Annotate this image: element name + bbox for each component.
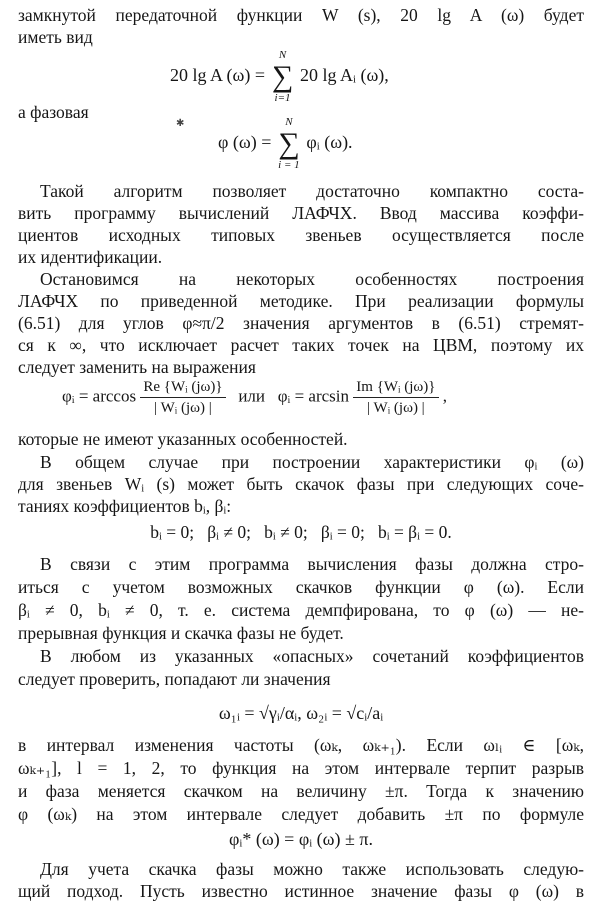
print-mark: ✱ [176,118,185,129]
text-line: ωₖ₊₁], l = 1, 2, то функция на этом интервале терпит разрыв [18,758,584,778]
equation-correction: φᵢ* (ω) = φᵢ (ω) ± π. [229,829,373,849]
text-line: В любом из указанных «опасных» сочетаний коэффициентов [40,646,584,666]
text-line: иться с учетом возможных скачков функции φ (ω). Если [18,577,584,597]
equation-phase [218,116,353,171]
conditions-line: bᵢ = 0; βᵢ ≠ 0; bᵢ ≠ 0; βᵢ = 0; bᵢ = βᵢ = 0. [150,522,452,542]
sum-symbol: N ∑ i = 1 [278,116,300,171]
text-line: и фаза меняется скачком на величину ±π. Тогда к значению [18,781,584,801]
equation-lhs: 20 lg A (ω) = [170,65,266,86]
text-line: φ (ωₖ) на этом интервале следует добавить ±π по формуле [18,804,584,824]
text-line: вить программу вычислений ЛАФЧХ. Ввод массива коэффи- [18,203,584,223]
text-line: Остановимся на некоторых особенностях построения [40,269,584,289]
text-line: следует заменить на выражения [18,357,256,377]
equation-lhs: φᵢ = arccos [62,386,137,406]
text-line: замкнутой передаточной функции W (s), 20 lg A (ω) будет [18,5,584,25]
text-line: Такой алгоритм позволяет достаточно компактно соста- [40,181,584,201]
text-line: (6.51) для углов φ≈π/2 значения аргументов в (6.51) стремят- [18,313,584,333]
fraction: $\frac{\text{Im \{Wᵢ (jω)\}}}{\text{| Wᵢ (jω) |}}$ [353,378,438,417]
text-line: В общем случае при построении характеристики φᵢ (ω) [40,452,584,472]
sum-symbol: N ∑ i=1 [271,49,294,104]
text-line: в интервал изменения частоты (ωₖ, ωₖ₊₁). Если ωₗᵢ ∈ [ωₖ, [18,735,584,755]
text-line: Для учета скачка фазы можно также использовать следую- [40,859,584,879]
equation-arccos [62,378,447,417]
equation-rhs: 20 lg Aᵢ (ω), [300,65,389,86]
text-line: таниях коэффициентов bᵢ, βᵢ: [18,496,232,516]
text-line: следует проверить, попадают ли значения [18,669,331,689]
text-line: щий подход. Пусть известно истинное значение фазы φ (ω) в [18,881,584,901]
or-word: или [238,386,265,406]
text-line: их идентификации. [18,247,163,267]
equation-magnitude [170,49,389,104]
text-line: циентов исходных типовых звеньев осуществляется после [18,225,584,245]
text-line: для звеньев Wᵢ (s) может быть скачок фазы при следующих соче- [18,474,584,494]
equation-tail: , [442,386,447,406]
text-line: а фазовая [18,102,89,122]
text-line: прерывная функция и скачка фазы не будет. [18,623,344,643]
text-line: ЛАФЧХ по приведенной методике. При реализации формулы [18,291,584,311]
equation-lhs-2: φᵢ = arcsin [277,386,350,406]
text-line: которые не имеют указанных особенностей. [18,429,348,449]
text-line: βᵢ ≠ 0, bᵢ ≠ 0, т. е. система демпфирована, то φ (ω) — не- [18,600,584,620]
equation-lhs: φ (ω) = [218,132,272,153]
text-line: иметь вид [18,27,93,47]
equation-rhs: φᵢ (ω). [306,132,353,153]
text-line: ся к ∞, что исключает расчет таких точек на ЦВМ, поэтому их [18,335,584,355]
fraction: $\frac{\text{Re \{Wᵢ (jω)\}}}{\text{| Wᵢ (jω) |}}$ [140,378,225,417]
text-line: В связи с этим программа вычисления фазы должна стро- [40,554,584,574]
equation-omega: ω₁ᵢ = √γᵢ/αᵢ, ω₂ᵢ = √cᵢ/aᵢ [218,703,384,723]
